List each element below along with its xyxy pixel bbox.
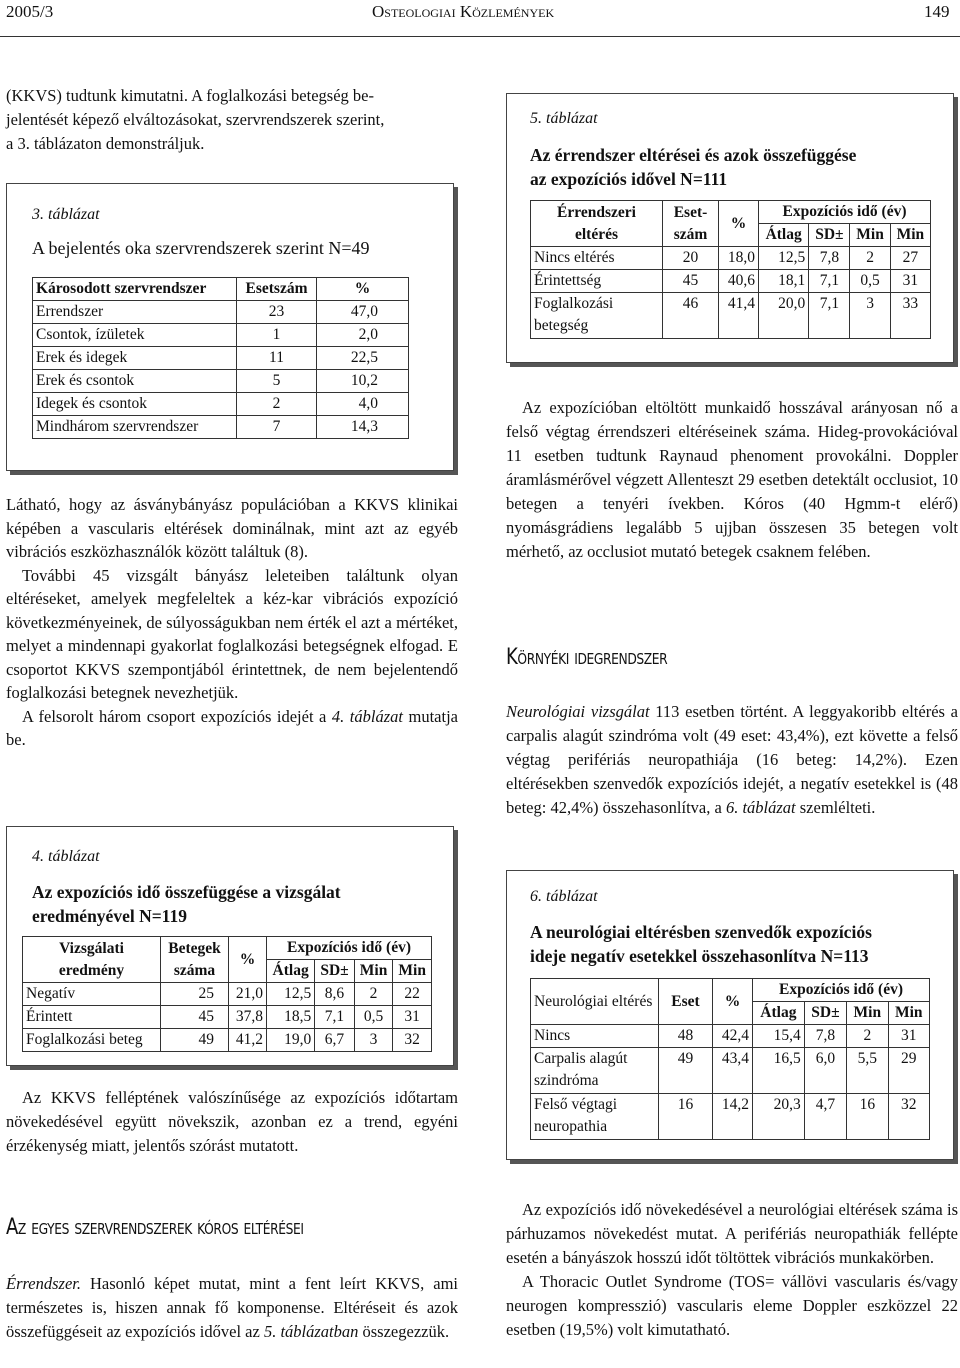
- table-cell: 41,2: [229, 1029, 267, 1052]
- table-cell: 5,5: [847, 1048, 888, 1094]
- table-cell: 29: [888, 1048, 929, 1094]
- intro-line: a 3. táblázaton demonstráljuk.: [6, 134, 205, 153]
- table-cell: 31: [890, 270, 930, 293]
- table3-title: A bejelentés oka szervrendszerek szerint N=49: [32, 238, 370, 258]
- table-cell: Mindhárom szervrendszer: [33, 416, 237, 439]
- table-cell: Errendszer: [33, 301, 237, 324]
- table5-subheader: Min: [850, 224, 890, 247]
- header-journal: Osteologiai Közlemények: [372, 2, 555, 21]
- table-row: [33, 324, 409, 347]
- table6-title: [530, 920, 872, 968]
- paragraph: A Thoracic Outlet Syndrome (TOS= vállövi vascularis és/vagy neurogen kompresszió) vascularis eleme Doppler eszközzel 22 esetben (19,5%) volt kimutatható.: [506, 1272, 958, 1339]
- table-row: [531, 293, 931, 339]
- intro-paragraph: [6, 84, 458, 156]
- table3: [32, 277, 409, 439]
- table-cell: 6,7: [315, 1029, 354, 1052]
- table5-subheader: Átlag: [759, 224, 809, 247]
- table-cell: 16: [847, 1094, 888, 1140]
- table-row: [33, 347, 409, 370]
- text-run: szemlélteti.: [795, 798, 876, 817]
- table-cell: 16,5: [753, 1048, 805, 1094]
- header-line: Eset-: [673, 203, 708, 221]
- table5: [530, 200, 931, 339]
- table-cell: 7: [237, 416, 317, 439]
- table-cell: 18,5: [267, 1006, 315, 1029]
- table-cell: 41,4: [719, 293, 759, 339]
- table5-header-cell: Expozíciós idő (év): [759, 201, 931, 224]
- table-cell: 22,5: [317, 347, 409, 370]
- table-row: [531, 270, 931, 293]
- table4-header-cell: %: [229, 937, 267, 983]
- table-cell: 27: [890, 247, 930, 270]
- table-cell: 7,1: [809, 270, 850, 293]
- table-cell: 0,5: [354, 1006, 393, 1029]
- text-run: összegezzük.: [358, 1322, 450, 1341]
- table-cell: 2,0: [317, 324, 409, 347]
- table-cell: 21,0: [229, 983, 267, 1006]
- table-row: [23, 1029, 432, 1052]
- table-cell: 31: [393, 1006, 432, 1029]
- table-cell: 32: [393, 1029, 432, 1052]
- table5-header-cell: %: [719, 201, 759, 247]
- body-text-block: [6, 1272, 458, 1344]
- table6-header-cell: Eset: [659, 979, 713, 1025]
- table5-title-line: az expozíciós idővel N=111: [530, 169, 728, 189]
- table-row: [23, 1006, 432, 1029]
- paragraph: Az expozíciós idő növekedésével a neurológiai eltérések száma is párhuzamos növekedést mutat. A perifériás neuropathiák fellépte esetén a bányászok hosszú időt töltöttek vibrációs munkakörben.: [506, 1200, 958, 1267]
- table4-header-cell: Expozíciós idő (év): [267, 937, 432, 960]
- table-cell: 14,2: [713, 1094, 753, 1140]
- table-cell: 25: [161, 983, 229, 1006]
- section-heading: Az egyes szervrendszerek kóros eltérései: [6, 1215, 304, 1240]
- table-row: [33, 393, 409, 416]
- table-cell: Nincs: [531, 1025, 659, 1048]
- table4-title: [32, 880, 341, 928]
- section-heading: Környéki idegrendszer: [506, 645, 668, 670]
- table-cell: 7,1: [315, 1006, 354, 1029]
- table-cell: 37,8: [229, 1006, 267, 1029]
- table-cell: Negatív: [23, 983, 161, 1006]
- table4-subheader: Min: [354, 960, 393, 983]
- table-cell: 16: [659, 1094, 713, 1140]
- table-reference: 6. táblázat: [725, 798, 796, 817]
- table4-title-line: eredményével N=119: [32, 906, 187, 926]
- table-cell: 22: [393, 983, 432, 1006]
- table-cell: 18,1: [759, 270, 809, 293]
- table4: [22, 936, 432, 1052]
- header-line: eredmény: [58, 961, 125, 979]
- header-line: szám: [673, 225, 708, 243]
- table5-header-cell: [663, 201, 719, 247]
- table-cell: 6,0: [804, 1048, 846, 1094]
- table-cell: 46: [663, 293, 719, 339]
- table-cell: 33: [890, 293, 930, 339]
- table-cell: Felső végtagi neuropathia: [531, 1094, 659, 1140]
- table6: [530, 978, 930, 1140]
- table-cell: 4,7: [804, 1094, 846, 1140]
- paragraph: [6, 705, 458, 752]
- table-cell: 2: [237, 393, 317, 416]
- table-cell: 7,1: [809, 293, 850, 339]
- header-line: Vizsgálati: [59, 939, 124, 957]
- table-cell: Carpalis alagút szindróma: [531, 1048, 659, 1094]
- table-cell: 43,4: [713, 1048, 753, 1094]
- table-cell: Erek és csontok: [33, 370, 237, 393]
- table-cell: 14,3: [317, 416, 409, 439]
- table-cell: 3: [850, 293, 890, 339]
- table-cell: 2: [847, 1025, 888, 1048]
- table4-label: 4. táblázat: [32, 848, 100, 865]
- paragraph: Az expozícióban eltöltött munkaidő hosszával arányosan nő a felső végtag érrendszeri eltéréseinek száma. Hideg-provokációval 11 esetben tudtunk Raynaud phenoment provokálni. Doppler áramlásmérővel végzett Allenteszt 29 esetben detektált occlusiot, 10 betegen a tenyéri ívekben. Kóros (40 Hgmm-t elérő) nyomásgrádiens legalább 5 ujjban összesen 35 betegen volt mérhető, az occlusiot mutató betegek csaknem felében.: [506, 398, 958, 561]
- header-page-number: 149: [924, 2, 950, 21]
- table4-title-line: Az expozíciós idő összefüggése a vizsgálat: [32, 882, 341, 902]
- table-cell: 20,3: [753, 1094, 805, 1140]
- paragraph: Az KKVS felléptének valószínűsége az expozíciós időtartam növekedésével együtt növekszik, azonban ez a trend, egyéni érzékenység miatt, jelentős szórást mutatott.: [6, 1088, 458, 1155]
- paragraph: További 45 vizsgált bányász leleteiben találtunk olyan eltéréseket, amelyek megfeleltek a kéz-kar vibrációs expozíció következményeinek, de súlyosságukban nem érték el azt a mértéket, melyet a mindennapi gyakorlat foglalkozási betegségnek elfogad. E csoportot KKVS szempontjából érintettnek, de nem bejelentendő foglalkozási betegnek nevezhetjük.: [6, 565, 458, 702]
- table-cell: 12,5: [759, 247, 809, 270]
- table-cell: 11: [237, 347, 317, 370]
- header-rule: [0, 36, 960, 37]
- table-cell: 45: [161, 1006, 229, 1029]
- table6-subheader: SD±: [804, 1002, 846, 1025]
- table-row: [33, 416, 409, 439]
- run-in-heading: Érrendszer.: [6, 1274, 82, 1293]
- paragraph: [6, 1272, 458, 1344]
- table-cell: 2: [850, 247, 890, 270]
- table3-header-cell: Esetszám: [237, 278, 317, 301]
- body-text-block: [6, 493, 458, 752]
- table-cell: Érintettség: [531, 270, 663, 293]
- header-issue: 2005/3: [6, 2, 54, 21]
- paragraph: [506, 700, 958, 820]
- table3-header-cell: %: [317, 278, 409, 301]
- header-line: száma: [173, 961, 216, 979]
- header-line: Érrendszeri: [557, 203, 636, 221]
- table-cell: 3: [354, 1029, 393, 1052]
- table-cell: 7,8: [804, 1025, 846, 1048]
- table5-title: [530, 143, 856, 191]
- table5-header-cell: [531, 201, 663, 247]
- table-reference: 5. táblázatban: [263, 1322, 359, 1341]
- body-text-block: [506, 700, 958, 820]
- table6-header-cell: Expozíciós idő (év): [753, 979, 930, 1002]
- table-row: [33, 370, 409, 393]
- table-cell: 49: [659, 1048, 713, 1094]
- table-cell: 20,0: [759, 293, 809, 339]
- header-line: eltérés: [574, 225, 619, 243]
- table4-subheader: SD±: [315, 960, 354, 983]
- table-cell: 12,5: [267, 983, 315, 1006]
- table6-title-line: A neurológiai eltérésben szenvedők expozíciós: [530, 922, 872, 942]
- table-cell: 15,4: [753, 1025, 805, 1048]
- table-row: [531, 1025, 930, 1048]
- table-cell: 49: [161, 1029, 229, 1052]
- table3-header-cell: Károsodott szervrendszer: [33, 278, 237, 301]
- table-cell: 40,6: [719, 270, 759, 293]
- table6-header-cell: %: [713, 979, 753, 1025]
- body-text-block: [6, 1086, 458, 1158]
- run-in-heading: Neurológiai vizsgálat: [506, 702, 650, 721]
- table-cell: 31: [888, 1025, 929, 1048]
- table-cell: 4,0: [317, 393, 409, 416]
- table-cell: Erek és idegek: [33, 347, 237, 370]
- table3-label: 3. táblázat: [32, 206, 100, 223]
- text-run: mutatja be.: [6, 706, 458, 749]
- intro-line: (KKVS) tudtunk kimutatni. A foglalkozási betegség be-: [6, 86, 374, 105]
- table-cell: 45: [663, 270, 719, 293]
- table-cell: 1: [237, 324, 317, 347]
- table-cell: 48: [659, 1025, 713, 1048]
- table6-subheader: Min: [847, 1002, 888, 1025]
- table-cell: Érintett: [23, 1006, 161, 1029]
- text-run: A felsorolt három csoport expozíciós idejét a: [22, 706, 332, 726]
- body-text-block: [506, 396, 958, 564]
- table6-label: 6. táblázat: [530, 888, 598, 905]
- table4-subheader: Min: [393, 960, 432, 983]
- text-run: Hasonló képet mutat, mint a fent leírt KKVS, ami természetes is, hiszen annak fő komponense. Eltéréseit és azok összefüggéseit az expozíciós idővel az: [6, 1274, 458, 1341]
- table4-header-cell: [161, 937, 229, 983]
- table-cell: Csontok, ízületek: [33, 324, 237, 347]
- table4-subheader: Átlag: [267, 960, 315, 983]
- table-cell: 18,0: [719, 247, 759, 270]
- paragraph: Látható, hogy az ásványbányász populációban a KKVS klinikai képében a vascularis eltérések dominálnak, mint azt az egyéb vibrációs eszközhasználók között találtuk (8).: [6, 495, 458, 561]
- intro-line: jelentését képező elváltozásokat, szervrendszerek szerint,: [6, 110, 385, 129]
- table5-subheader: Min: [890, 224, 930, 247]
- body-text-block: [506, 1198, 958, 1342]
- table-cell: 5: [237, 370, 317, 393]
- table-reference: 4. táblázat: [331, 706, 403, 726]
- table-cell: 2: [354, 983, 393, 1006]
- table-cell: Foglalkozási beteg: [23, 1029, 161, 1052]
- table6-subheader: Átlag: [753, 1002, 805, 1025]
- table-cell: 19,0: [267, 1029, 315, 1052]
- table-cell: 7,8: [809, 247, 850, 270]
- table6-title-line: ideje negatív esetekkel összehasonlítva N=113: [530, 946, 869, 966]
- table-cell: 20: [663, 247, 719, 270]
- header-line: Betegek: [168, 939, 221, 957]
- table-cell: Idegek és csontok: [33, 393, 237, 416]
- table-cell: 0,5: [850, 270, 890, 293]
- table-cell: 23: [237, 301, 317, 324]
- table-cell: 8,6: [315, 983, 354, 1006]
- table6-subheader: Min: [888, 1002, 929, 1025]
- table-row: [531, 247, 931, 270]
- table-row: [531, 1048, 930, 1094]
- table-row: [531, 1094, 930, 1140]
- table-cell: 10,2: [317, 370, 409, 393]
- text-run: 113 esetben történt. A leggyakoribb eltérés a carpalis alagút szindróma volt (49 eset: 43,4%), ezt követte a felső végtag perifériás neuropathiája (16 beteg: 14,2%). Ezen eltérésekben szenvedők expozíciós idejét, a negatív esetekkel is (48 beteg: 42,4%) összehasonlítva, a: [506, 702, 959, 817]
- table5-title-line: Az érrendszer eltérései és azok összefüggése: [530, 145, 857, 165]
- table-row: [23, 983, 432, 1006]
- table4-header-cell: [23, 937, 161, 983]
- table-cell: Nincs eltérés: [531, 247, 663, 270]
- table5-label: 5. táblázat: [530, 110, 598, 127]
- table-cell: 47,0: [317, 301, 409, 324]
- table-cell: Foglalkozási betegség: [531, 293, 663, 339]
- table-row: [33, 301, 409, 324]
- table-cell: 42,4: [713, 1025, 753, 1048]
- table5-subheader: SD±: [809, 224, 850, 247]
- table6-header-cell: Neurológiai eltérés: [531, 979, 659, 1025]
- table-cell: 32: [888, 1094, 929, 1140]
